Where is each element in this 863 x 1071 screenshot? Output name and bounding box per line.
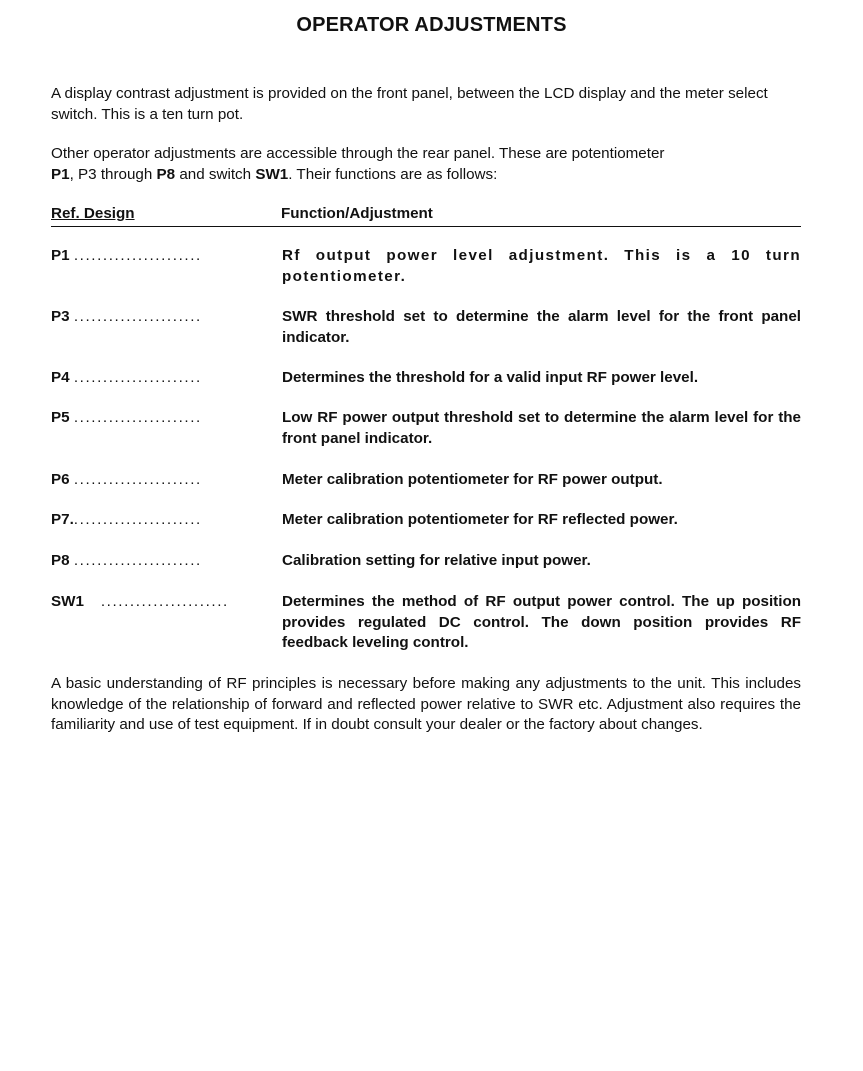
intro-text-segment: , P3 through: [69, 165, 157, 183]
function-description: SWR threshold set to determine the alarm level for the front panel indicator.: [282, 308, 801, 346]
ref-label: SW1 ......................: [51, 593, 229, 610]
function-description: Calibration setting for relative input power.: [282, 552, 591, 569]
intro-paragraph-contrast: A display contrast adjustment is provided on the front panel, between the LCD display and the meter select switch. This is a ten turn pot.: [51, 85, 768, 123]
function-description: Determines the threshold for a valid input RF power level.: [282, 369, 699, 386]
ref-label: P1 ......................: [51, 247, 202, 264]
page-title: OPERATOR ADJUSTMENTS: [296, 14, 567, 36]
intro-paragraph-adjustments: [51, 144, 811, 185]
function-description: Low RF power output threshold set to determine the alarm level for the front panel indicator.: [282, 409, 801, 447]
ref-label: P7.......................: [51, 511, 202, 528]
header-function: Function/Adjustment: [281, 205, 433, 222]
footer-paragraph: A basic understanding of RF principles is necessary before making any adjustments to the unit. This includes knowledge of the relationship of forward and reflected power relative to SWR etc. Adjustment also requires the familiarity and use of test equipment. If in doubt consult your dealer or the factory about changes.: [51, 675, 801, 733]
function-description: Meter calibration potentiometer for RF power output.: [282, 471, 663, 488]
intro-text-segment: and switch: [175, 165, 256, 183]
ref-label: P4 ......................: [51, 369, 202, 386]
ref-label: P8 ......................: [51, 552, 202, 569]
function-description: Meter calibration potentiometer for RF reflected power.: [282, 511, 678, 528]
header-ref-design: Ref. Design: [51, 205, 135, 222]
intro-paragraph-line-1: Other operator adjustments are accessible through the rear panel. These are potentiometer: [51, 145, 665, 162]
ref-label: P6 ......................: [51, 471, 202, 488]
ref-p8-mention: P8: [156, 165, 176, 183]
ref-label: P3 ......................: [51, 308, 202, 325]
ref-sw1-mention: SW1: [255, 165, 289, 183]
function-description: Rf output power level adjustment. This is a 10 turn potentiometer.: [282, 247, 801, 285]
ref-label: P5 ......................: [51, 409, 202, 426]
intro-text-segment: . Their functions are as follows:: [288, 165, 498, 183]
table-header: [51, 205, 801, 227]
ref-p1-mention: P1: [51, 165, 70, 183]
function-description: Determines the method of RF output power control. The up position provides regulated DC control. The down position provides RF feedback leveling control.: [282, 593, 801, 651]
